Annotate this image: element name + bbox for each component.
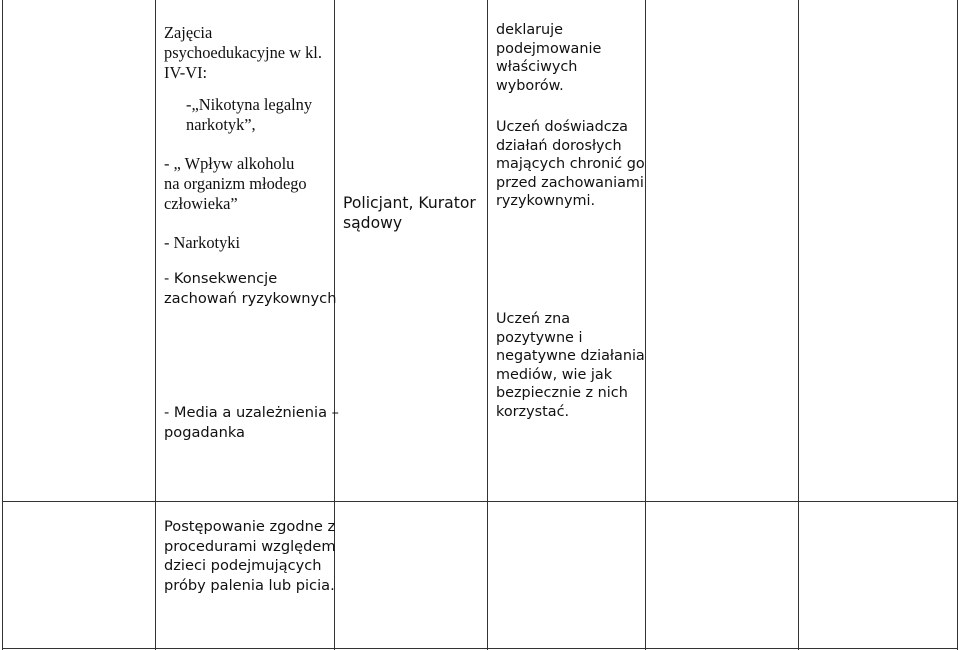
activity-topic-media: - Media a uzależnienia – pogadanka xyxy=(164,404,339,441)
table-border-bottom xyxy=(2,648,958,649)
outcome-adult-protection: Uczeń doświadcza działań dorosłych mających chronić go przed zachowaniami ryzykownymi. xyxy=(496,119,645,210)
table-border-right xyxy=(957,0,958,650)
activity-title: Zajęcia psychoedukacyjne w kl. IV-VI: xyxy=(164,23,322,82)
procedure-text: Postępowanie zgodne z procedurami względem dzieci podejmujących próby palenia lub picia. xyxy=(164,518,336,594)
activity-topic-alcohol: - „ Wpływ alkoholu na organizm młodego człowieka” xyxy=(164,154,307,213)
table-border-col3 xyxy=(487,0,488,650)
table-border-col5 xyxy=(798,0,799,650)
table-border-col1 xyxy=(155,0,156,650)
partner-cell: Policjant, Kurator sądowy xyxy=(343,194,476,232)
activity-topic-nicotine: -„Nikotyna legalny narkotyk”, xyxy=(186,95,313,134)
outcome-media: Uczeń zna pozytywne i negatywne działania mediów, wie jak bezpiecznie z nich korzystać. xyxy=(496,311,645,420)
activity-topic-drugs: - Narkotyki xyxy=(164,233,241,252)
activity-topic-risk: - Konsekwencje zachowań ryzykownych xyxy=(164,270,337,307)
table-border-left xyxy=(2,0,3,650)
table-row-divider xyxy=(2,501,958,502)
outcome-choices: deklaruje podejmowanie właściwych wyborów. xyxy=(496,22,602,94)
